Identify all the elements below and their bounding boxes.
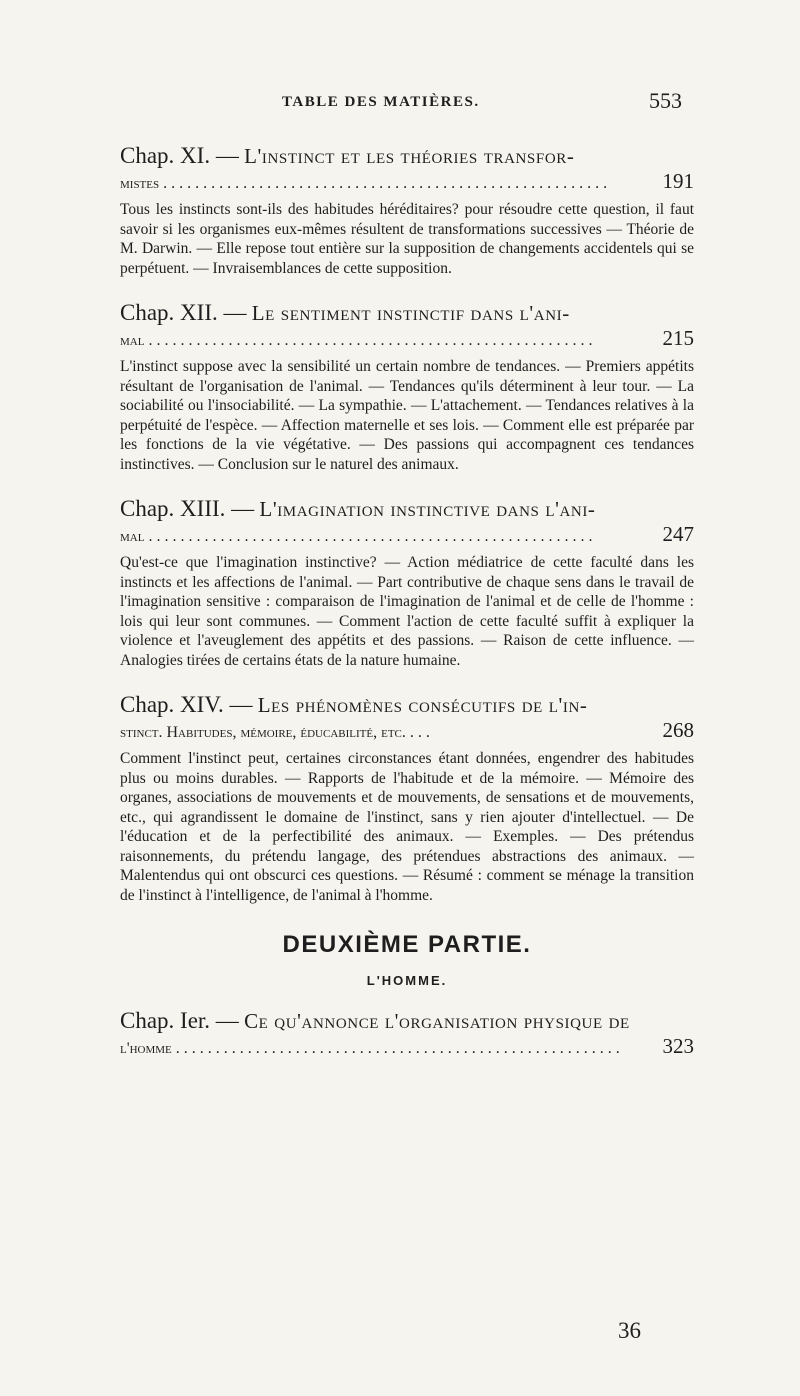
- chapter-entry-xiii: [120, 496, 694, 670]
- chapter-heading: [120, 300, 694, 326]
- chapter-page: 247: [662, 522, 694, 546]
- chapter-heading: [120, 496, 694, 522]
- chapter-number: Chap. XIII. —: [120, 496, 255, 521]
- chapter-entry-xi: [120, 143, 694, 278]
- chapter-page: 191: [662, 169, 694, 193]
- chapter-entry-xiv: [120, 692, 694, 905]
- chapter-heading: [120, 143, 694, 169]
- chapter-page: 268: [662, 718, 694, 742]
- chapter-summary: Qu'est-ce que l'imagination instinctive? — Action médiatrice de cette faculté dans les instincts et les affections de l'animal. — Part contributive de chaque sens dans le travail de l'imagination sensitive : comparaison de l'imagination de l'animal et de celle de l'homme : lois qui leur sont communes. — Comment l'action de cette faculté suffit à expliquer la violence et l'aveuglement des appétits et des passions. — Raison de cette influence. — Analogies tirées de certains états de la nature humaine.: [120, 554, 694, 669]
- chapter-number: Chap. XII. —: [120, 300, 247, 325]
- chapter-title-continuation: [120, 169, 694, 196]
- chapter-entry-xii: [120, 300, 694, 474]
- leader-dots: ........................................................: [148, 332, 597, 349]
- chapter-title-end: l'homme: [120, 1040, 172, 1057]
- chapter-page: 323: [662, 1034, 694, 1058]
- leader-dots: ........................................................: [148, 528, 597, 545]
- chapter-title-continuation: [120, 522, 694, 549]
- chapter-summary: L'instinct suppose avec la sensibilité un certain nombre de tendances. — Premiers appétits résultant de l'organisation de l'animal. — Tendances qu'ils déterminent à leur tour. — La sociabilité ou l'insociabilité. — La sympathie. — L'attachement. — Tendances relatives à la perpétuité de l'espèce. — Affection maternelle et ses lois. — Comment elle est préparée par les fonctions de la vie végétative. — Des passions qui accompagnent ces tendances instinctives. — Conclusion sur le naturel des animaux.: [120, 358, 694, 473]
- chapter-title-end: mistes: [120, 175, 160, 192]
- chapter-heading: [120, 692, 694, 718]
- part-subtitle: L'HOMME.: [366, 973, 448, 988]
- chapter-title-continuation: [120, 326, 694, 353]
- chapter-page: 215: [662, 326, 694, 350]
- chapter-title: L'instinct et les théories transfor-: [244, 144, 575, 168]
- chapter-number: Chap. XIV. —: [120, 692, 253, 717]
- chapter-title-continuation: [120, 718, 694, 745]
- chapter-title-end: mal: [120, 528, 145, 545]
- signature-mark: 36: [618, 1318, 641, 1343]
- chapter-title: Les phénomènes consécutifs de l'in-: [257, 693, 588, 717]
- chapter-title: Le sentiment instinctif dans l'ani-: [251, 301, 570, 325]
- toc-content: [120, 143, 694, 1071]
- chapter-title-continuation: [120, 1034, 694, 1061]
- running-header: [282, 88, 682, 118]
- chapter-heading: [120, 1008, 694, 1034]
- page-number: 553: [649, 88, 682, 113]
- leader-dots: ...: [409, 724, 434, 741]
- chapter-title-end: mal: [120, 332, 145, 349]
- chapter-number: Chap. Ier. —: [120, 1008, 239, 1033]
- header-title: TABLE DES MATIÈRES.: [282, 94, 480, 110]
- chapter-summary: Tous les instincts sont-ils des habitudes héréditaires? pour résoudre cette question, il faut savoir si les organismes eux-mêmes résultent de transformations successives — Théorie de M. Darwin. — Elle repose tout entière sur la supposition de changements accidentels qui se perpétuent. — Invraisemblances de cette supposition.: [120, 201, 694, 277]
- chapter-number: Chap. XI. —: [120, 143, 239, 168]
- chapter-title: L'imagination instinctive dans l'ani-: [259, 497, 596, 521]
- leader-dots: ........................................................: [163, 175, 612, 192]
- chapter-title-end: stinct. Habitudes, mémoire, éducabilité, etc.: [120, 724, 406, 741]
- chapter-summary: Comment l'instinct peut, certaines circonstances étant données, engendrer des habitudes plus ou moins durables. — Rapports de l'habitude et de la mémoire. — Mémoire des organes, associations de mouvements et de mouvements, de sensations et de mouvements, etc., qui agrandissent le domaine de l'instinct, sans y rien ajouter d'intellectuel. — De l'éducation et de la perfectibilité des animaux. — Exemples. — Des prétendus raisonnements, du prétendu langage, des prétendues abstractions des animaux. — Malentendus qui ont obscurci ces questions. — Résumé : comment se ménage la transition de l'instinct à l'intelligence, de l'animal à l'homme.: [120, 750, 694, 904]
- leader-dots: ........................................................: [175, 1040, 624, 1057]
- part-title: DEUXIÈME PARTIE.: [282, 931, 532, 958]
- chapter-entry-i: [120, 1008, 694, 1061]
- chapter-title: Ce qu'annonce l'organisation physique de: [244, 1009, 630, 1033]
